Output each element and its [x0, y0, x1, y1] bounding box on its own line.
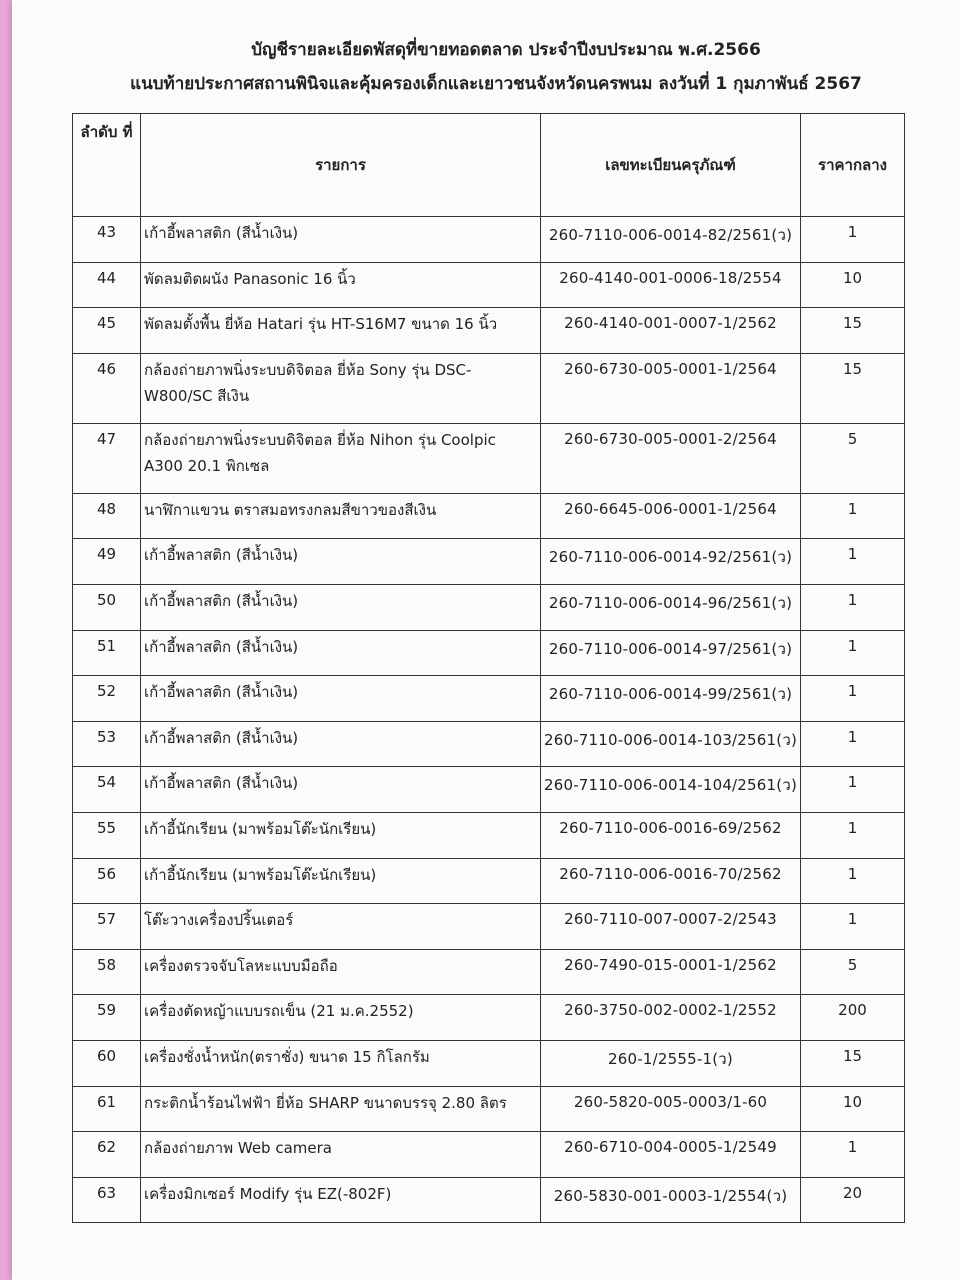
- table-header-row: [73, 114, 905, 217]
- table-row: [73, 1177, 905, 1223]
- row-item: เก้าอี้นักเรียน (มาพร้อมโต๊ะนักเรียน): [141, 858, 541, 904]
- column-header-price: ราคากลาง: [801, 114, 905, 217]
- table-row: [73, 995, 905, 1041]
- row-price: 1: [801, 630, 905, 676]
- row-registration: 260-7110-006-0014-99/2561(ว): [541, 676, 801, 722]
- table-row: [73, 1132, 905, 1178]
- row-item: กล้องถ่ายภาพนิ่งระบบดิจิตอล ยี่ห้อ Sony รุ่น DSC-W800/SC สีเงิน: [141, 353, 541, 423]
- row-number: 59: [73, 995, 141, 1041]
- row-number: 49: [73, 539, 141, 585]
- row-item: นาฬิกาแขวน ตราสมอทรงกลมสีขาวของสีเงิน: [141, 493, 541, 539]
- asset-table: [72, 113, 905, 1223]
- row-price: 1: [801, 1132, 905, 1178]
- table-row: [73, 353, 905, 423]
- row-registration: 260-7110-007-0007-2/2543: [541, 904, 801, 950]
- table-row: [73, 493, 905, 539]
- row-registration: 260-6710-004-0005-1/2549: [541, 1132, 801, 1178]
- row-number: 53: [73, 721, 141, 767]
- column-header-item: รายการ: [141, 114, 541, 217]
- row-price: 5: [801, 423, 905, 493]
- row-item: กล้องถ่ายภาพ Web camera: [141, 1132, 541, 1178]
- row-item: โต๊ะวางเครื่องปริ้นเตอร์: [141, 904, 541, 950]
- document-page: [12, 0, 960, 1280]
- column-header-no: ลำดับ ที่: [73, 114, 141, 217]
- row-number: 45: [73, 308, 141, 354]
- row-registration: 260-5820-005-0003/1-60: [541, 1086, 801, 1132]
- row-price: 1: [801, 858, 905, 904]
- row-price: 1: [801, 904, 905, 950]
- row-number: 61: [73, 1086, 141, 1132]
- row-number: 57: [73, 904, 141, 950]
- row-registration: 260-6645-006-0001-1/2564: [541, 493, 801, 539]
- row-number: 43: [73, 217, 141, 263]
- row-item: เก้าอี้พลาสติก (สีน้ำเงิน): [141, 767, 541, 813]
- column-header-registration: เลขทะเบียนครุภัณฑ์: [541, 114, 801, 217]
- document-title: บัญชีรายละเอียดพัสดุที่ขายทอดตลาด ประจำปีงบประมาณ พ.ศ.2566: [251, 40, 761, 60]
- row-item: เก้าอี้พลาสติก (สีน้ำเงิน): [141, 584, 541, 630]
- table-row: [73, 262, 905, 308]
- row-item: เก้าอี้พลาสติก (สีน้ำเงิน): [141, 630, 541, 676]
- row-item: เครื่องตรวจจับโลหะแบบมือถือ: [141, 949, 541, 995]
- row-number: 55: [73, 812, 141, 858]
- row-registration: 260-7490-015-0001-1/2562: [541, 949, 801, 995]
- row-price: 1: [801, 493, 905, 539]
- row-registration: 260-7110-006-0014-103/2561(ว): [541, 721, 801, 767]
- row-item: เก้าอี้นักเรียน (มาพร้อมโต๊ะนักเรียน): [141, 812, 541, 858]
- row-price: 1: [801, 812, 905, 858]
- row-price: 1: [801, 217, 905, 263]
- row-item: เครื่องตัดหญ้าแบบรถเข็น (21 ม.ค.2552): [141, 995, 541, 1041]
- row-item: กล้องถ่ายภาพนิ่งระบบดิจิตอล ยี่ห้อ Nihon รุ่น Coolpic A300 20.1 พิกเซล: [141, 423, 541, 493]
- row-number: 51: [73, 630, 141, 676]
- row-price: 15: [801, 308, 905, 354]
- row-item: พัดลมติดผนัง Panasonic 16 นิ้ว: [141, 262, 541, 308]
- row-registration: 260-6730-005-0001-1/2564: [541, 353, 801, 423]
- row-number: 44: [73, 262, 141, 308]
- row-registration: 260-7110-006-0016-69/2562: [541, 812, 801, 858]
- row-registration: 260-7110-006-0014-104/2561(ว): [541, 767, 801, 813]
- table-row: [73, 676, 905, 722]
- table-row: [73, 904, 905, 950]
- table-row: [73, 308, 905, 354]
- table-row: [73, 721, 905, 767]
- row-registration: 260-7110-006-0016-70/2562: [541, 858, 801, 904]
- row-registration: 260-4140-001-0007-1/2562: [541, 308, 801, 354]
- row-registration: 260-7110-006-0014-96/2561(ว): [541, 584, 801, 630]
- table-row: [73, 584, 905, 630]
- row-item: เครื่องมิกเซอร์ Modify รุ่น EZ(-802F): [141, 1177, 541, 1223]
- row-price: 1: [801, 721, 905, 767]
- row-registration: 260-4140-001-0006-18/2554: [541, 262, 801, 308]
- table-row: [73, 1040, 905, 1086]
- row-price: 15: [801, 1040, 905, 1086]
- row-price: 1: [801, 767, 905, 813]
- row-number: 54: [73, 767, 141, 813]
- row-number: 63: [73, 1177, 141, 1223]
- row-price: 5: [801, 949, 905, 995]
- row-price: 10: [801, 1086, 905, 1132]
- table-row: [73, 949, 905, 995]
- row-price: 20: [801, 1177, 905, 1223]
- row-registration: 260-7110-006-0014-92/2561(ว): [541, 539, 801, 585]
- row-registration: 260-7110-006-0014-82/2561(ว): [541, 217, 801, 263]
- table-row: [73, 812, 905, 858]
- row-item: เก้าอี้พลาสติก (สีน้ำเงิน): [141, 539, 541, 585]
- table-row: [73, 423, 905, 493]
- row-number: 58: [73, 949, 141, 995]
- row-item: พัดลมตั้งพื้น ยี่ห้อ Hatari รุ่น HT-S16M7 ขนาด 16 นิ้ว: [141, 308, 541, 354]
- table-row: [73, 630, 905, 676]
- row-item: กระติกน้ำร้อนไฟฟ้า ยี่ห้อ SHARP ขนาดบรรจุ 2.80 ลิตร: [141, 1086, 541, 1132]
- row-registration: 260-7110-006-0014-97/2561(ว): [541, 630, 801, 676]
- row-number: 62: [73, 1132, 141, 1178]
- row-item: เครื่องชั่งน้ำหนัก(ตราชั่ง) ขนาด 15 กิโลกรัม: [141, 1040, 541, 1086]
- row-number: 48: [73, 493, 141, 539]
- row-price: 1: [801, 539, 905, 585]
- row-item: เก้าอี้พลาสติก (สีน้ำเงิน): [141, 721, 541, 767]
- row-number: 47: [73, 423, 141, 493]
- row-registration: 260-6730-005-0001-2/2564: [541, 423, 801, 493]
- row-number: 52: [73, 676, 141, 722]
- row-price: 1: [801, 676, 905, 722]
- table-row: [73, 767, 905, 813]
- table-row: [73, 217, 905, 263]
- row-item: เก้าอี้พลาสติก (สีน้ำเงิน): [141, 217, 541, 263]
- row-number: 60: [73, 1040, 141, 1086]
- table-row: [73, 1086, 905, 1132]
- row-registration: 260-3750-002-0002-1/2552: [541, 995, 801, 1041]
- row-item: เก้าอี้พลาสติก (สีน้ำเงิน): [141, 676, 541, 722]
- document-subtitle: แนบท้ายประกาศสถานพินิจและคุ้มครองเด็กและเยาวชนจังหวัดนครพนม ลงวันที่ 1 กุมภาพันธ์ 2567: [130, 74, 862, 94]
- row-price: 10: [801, 262, 905, 308]
- row-registration: 260-1/2555-1(ว): [541, 1040, 801, 1086]
- row-number: 56: [73, 858, 141, 904]
- row-price: 200: [801, 995, 905, 1041]
- row-price: 1: [801, 584, 905, 630]
- row-price: 15: [801, 353, 905, 423]
- table-body: [73, 217, 905, 1223]
- row-number: 50: [73, 584, 141, 630]
- table-row: [73, 858, 905, 904]
- table-row: [73, 539, 905, 585]
- row-number: 46: [73, 353, 141, 423]
- row-registration: 260-5830-001-0003-1/2554(ว): [541, 1177, 801, 1223]
